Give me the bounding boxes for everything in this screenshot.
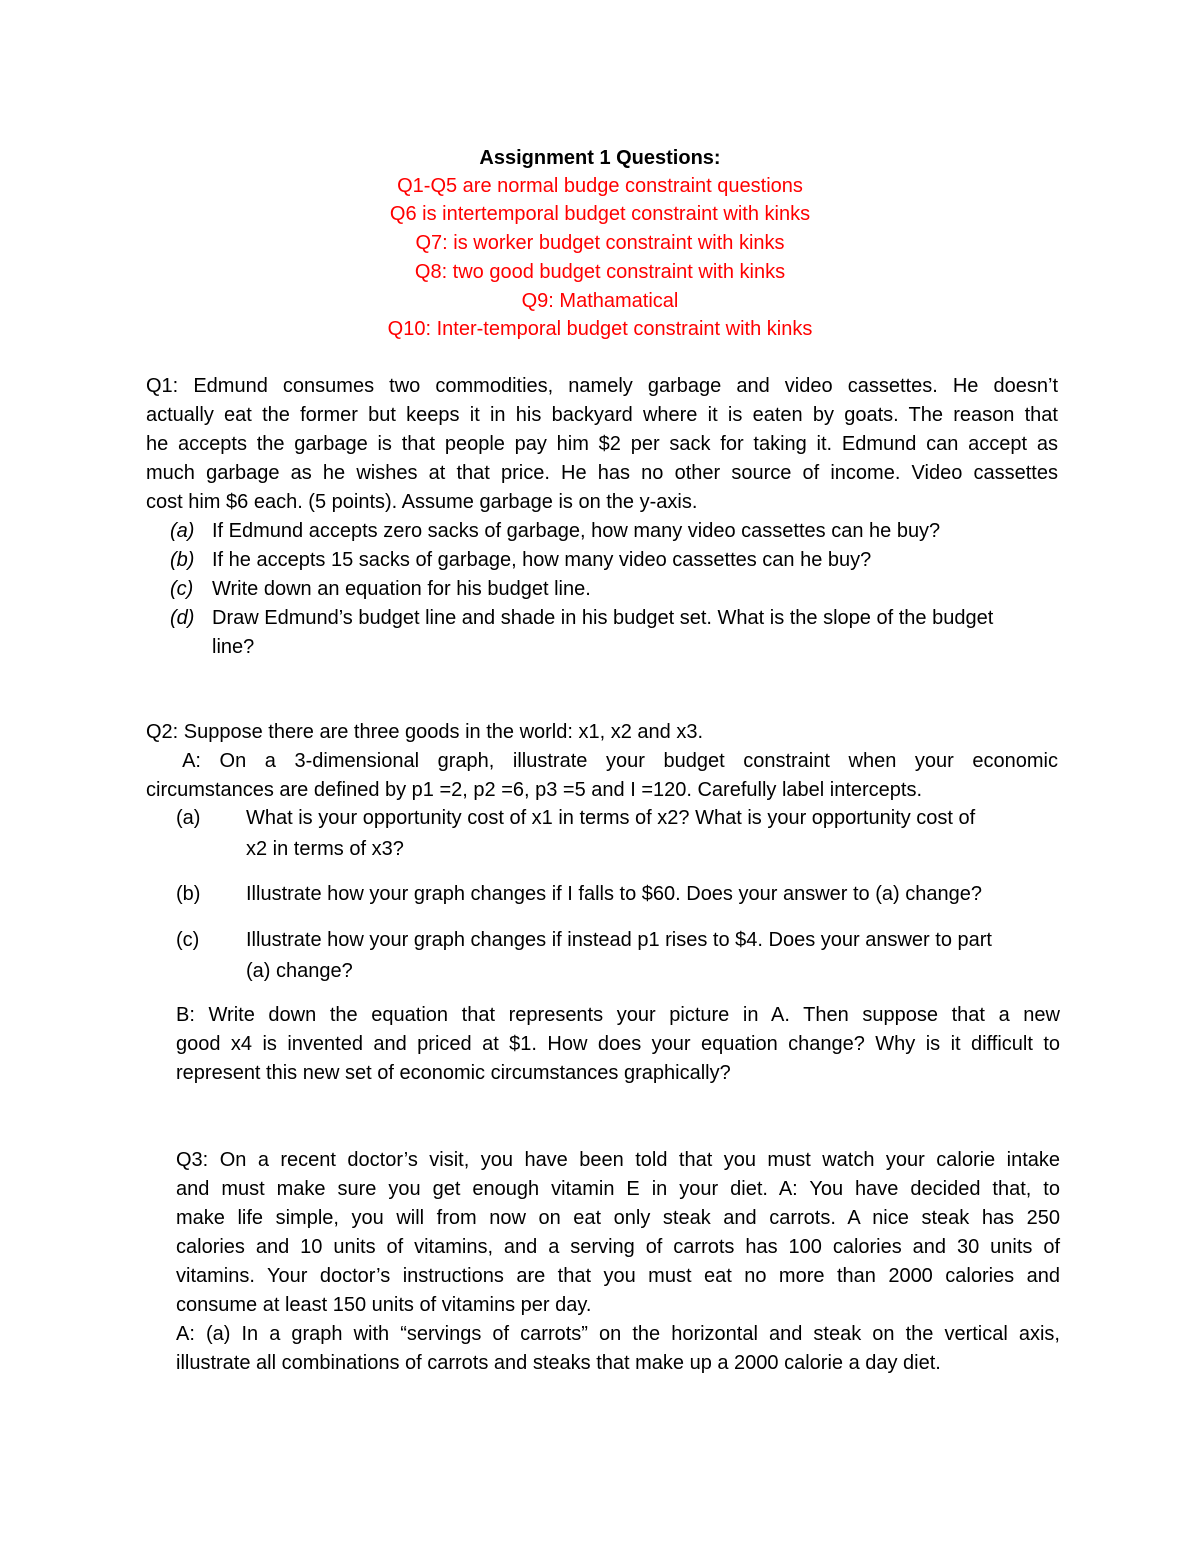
item-label: (a) — [170, 520, 195, 542]
item-text: Write down an equation for his budget line. — [212, 578, 591, 600]
item-text: What is your opportunity cost of x1 in terms of x2? What is your opportunity cost of — [246, 807, 976, 829]
q3-paragraph — [176, 1146, 1060, 1378]
item-label: (d) — [170, 607, 195, 629]
note-line-2: Q6 is intertemporal budget constraint with kinks — [389, 203, 811, 225]
q1-paragraph — [146, 372, 1058, 517]
q2-intro — [146, 718, 1058, 747]
item-text-continued: line? — [212, 636, 255, 658]
item-label: (b) — [170, 549, 195, 571]
q1-line-1: Q1: Edmund consumes two commodities, namely garbage and video cassettes. He doesn’t — [146, 375, 1058, 397]
note-line-6: Q10: Inter-temporal budget constraint with kinks — [387, 318, 813, 340]
q1-line-2: actually eat the former but keeps it in his backyard where it is eaten by goats. The reason that — [146, 404, 1058, 426]
q2-part-a — [146, 747, 1058, 805]
note-line-4: Q8: two good budget constraint with kinks — [414, 261, 786, 283]
q3-line-7: A: (a) In a graph with “servings of carrots” on the horizontal and steak on the vertical axis, — [176, 1323, 1060, 1345]
item-text-continued: x2 in terms of x3? — [246, 838, 404, 860]
q3-line-1: Q3: On a recent doctor’s visit, you have been told that you must watch your calorie intake — [176, 1149, 1060, 1171]
q3-line-3: make life simple, you will from now on eat only steak and carrots. A nice steak has 250 — [176, 1207, 1060, 1229]
q2-b-line-1: B: Write down the equation that represents your picture in A. Then suppose that a new — [176, 1004, 1060, 1026]
q1-line-5: cost him $6 each. (5 points). Assume garbage is on the y-axis. — [146, 491, 698, 513]
item-text: If Edmund accepts zero sacks of garbage, how many video cassettes can he buy? — [212, 520, 941, 542]
q2-a-line-1: A: On a 3-dimensional graph, illustrate your budget constraint when your economic — [146, 750, 1058, 772]
item-text: Illustrate how your graph changes if instead p1 rises to $4. Does your answer to part — [246, 929, 992, 951]
q3-line-8: illustrate all combinations of carrots and steaks that make up a 2000 calorie a day diet. — [176, 1352, 941, 1374]
q2-part-b — [176, 1001, 1060, 1088]
item-label: (b) — [176, 883, 201, 905]
note-line-5: Q9: Mathamatical — [521, 290, 679, 312]
q1-line-4: much garbage as he wishes at that price. He has no other source of income. Video cassettes — [146, 462, 1058, 484]
item-text: Illustrate how your graph changes if I falls to $60. Does your answer to (a) change? — [246, 883, 982, 905]
note-line-1: Q1-Q5 are normal budge constraint questions — [397, 175, 803, 197]
note-line-3: Q7: is worker budget constraint with kinks — [415, 232, 785, 254]
q1-line-3: he accepts the garbage is that people pay him $2 per sack for taking it. Edmund can accept as — [146, 433, 1058, 455]
q2-a-line-2: circumstances are defined by p1 =2, p2 =6, p3 =5 and I =120. Carefully label intercepts. — [146, 779, 923, 801]
q2-b-line-3: represent this new set of economic circumstances graphically? — [176, 1062, 731, 1084]
q3-line-5: vitamins. Your doctor’s instructions are that you must eat no more than 2000 calories and — [176, 1265, 1060, 1287]
q3-line-4: calories and 10 units of vitamins, and a serving of carrots has 100 calories and 30 units of — [176, 1236, 1060, 1258]
item-label: (a) — [176, 807, 201, 829]
item-label: (c) — [176, 929, 200, 951]
q2-intro-line: Q2: Suppose there are three goods in the world: x1, x2 and x3. — [146, 721, 704, 743]
item-text: Draw Edmund’s budget line and shade in his budget set. What is the slope of the budget — [212, 607, 994, 629]
q3-line-6: consume at least 150 units of vitamins per day. — [176, 1294, 592, 1316]
item-label: (c) — [170, 578, 194, 600]
q2-b-line-2: good x4 is invented and priced at $1. How does your equation change? Why is it difficult to — [176, 1033, 1060, 1055]
item-text: If he accepts 15 sacks of garbage, how many video cassettes can he buy? — [212, 549, 872, 571]
q3-line-2: and must make sure you get enough vitamin E in your diet. A: You have decided that, to — [176, 1178, 1060, 1200]
page-title: Assignment 1 Questions: — [479, 147, 721, 169]
item-text-continued: (a) change? — [246, 960, 353, 982]
